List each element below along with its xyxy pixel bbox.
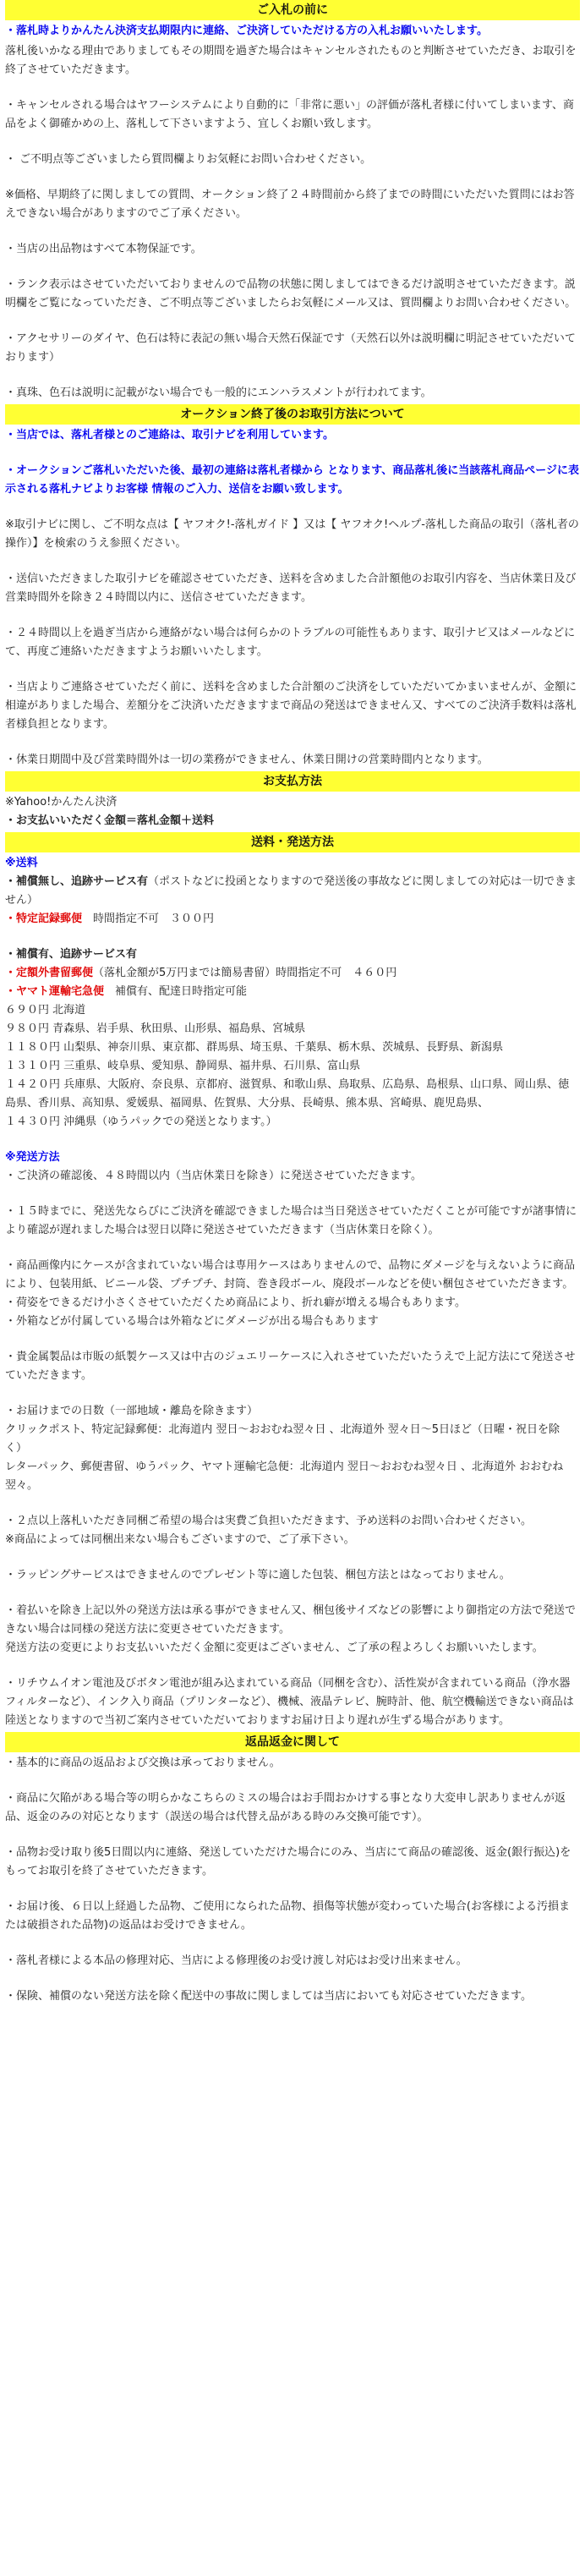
before-bid-para: ※価格、早期終了に関しましての質問、オークション終了２４時間前から終了までの時間にいただいた質問にはお答えできない場合がありますのでご了承ください。	[5, 189, 575, 220]
after-auction-highlight: ・当店では、落札者様とのご連絡は、取引ナビを利用しています。	[5, 429, 334, 441]
after-auction-para: ・２４時間以上を過ぎ当店から連絡がない場合は何らかのトラブルの可能性もあります、取引ナビ又はメールなどにて、再度ご連絡いただきますようお願いいたします。	[5, 627, 576, 658]
before-bid-para: 落札後いかなる理由でありましてもその期間を過ぎた場合はキャンセルされたものと判断させていただき、お取引を終了させていただきます。	[5, 45, 577, 76]
before-bid-para: ・キャンセルされる場合はヤフーシステムにより自動的に「非常に悪い」の評価が落札者様に付いてしまいます、商品をよく御確かめの上、落札して下さいますよう、宜しくお願い致します。	[5, 99, 575, 130]
before-bid-highlight: ・落札時よりかんたん決済支払期限内に連絡、ご決済していただける方の入札お願いいたします。	[5, 25, 488, 37]
section-header-shipping: 送料・発送方法	[5, 832, 580, 852]
section-header-after-auction: オークション終了後のお取引方法について	[5, 404, 580, 425]
yamato-option	[5, 983, 580, 1001]
before-bid-para: ・アクセサリーのダイヤ、色石は特に表記の無い場合天然石保証です（天然石以外は説明欄に明記させていただいております）	[5, 332, 576, 364]
yamato-label: ・ヤマト運輸宅急便	[5, 985, 105, 998]
payment-method: ※Yahoo!かんたん決済	[5, 796, 118, 808]
shipping-para: ・２点以上落札いただき同梱ご希望の場合は実費ご負担いただきます、予め送料のお問い合わせください。 ※商品によっては同梱出来ない場合もございますので、ご了承下さい。	[5, 1515, 532, 1546]
no-insurance-label: ・補償無し、追跡サービス有	[5, 875, 149, 888]
shipping-para: ・着払いを除き上記以外の発送方法は承る事ができません又、梱包後サイズなどの影響により御指定の方法で発送できない場合は同様の発送方法に変更させていただきます。 発送方法の変更によりお支払いいただく金額に変更はございません、ご了承の程よろしくお願いいたします。	[5, 1604, 576, 1654]
yamato-value: 補償有、配達日時指定可能	[104, 985, 248, 998]
rate-row: １４３０円 沖縄県（ゆうパックでの発送となります。）	[5, 1115, 277, 1128]
tokutei-value: 時間指定不可 ３００円	[82, 913, 215, 925]
returns-para: ・落札者様による本品の修理対応、当店による修理後のお受け渡し対応はお受け出来ません。	[5, 1954, 467, 1967]
shipping-para: ・１５時までに、発送先ならびにご決済を確認できました場合は当日発送させていただくことが可能ですが諸事情により確認が遅れました場合は翌日以降に発送させていただきます（当店休業日を除く）。	[5, 1205, 577, 1236]
rate-row: １４２０円 兵庫県、大阪府、奈良県、京都府、滋賀県、和歌山県、鳥取県、広島県、島根県、山口県、岡山県、徳島県、香川県、高知県、愛媛県、福岡県、佐賀県、大分県、長崎県、熊本県、宮崎県、鹿児島県、	[5, 1078, 570, 1110]
rate-row: １１８０円 山梨県、神奈川県、東京都、群馬県、埼玉県、千葉県、栃木県、茨城県、長野県、新潟県	[5, 1041, 504, 1054]
shipping-para: ・商品画像内にケースが含まれていない場合は専用ケースはありませんので、品物にダメージを与えないように商品により、包装用紙、ビニール袋、プチプチ、封筒、巻き段ボール、廃段ボールなどを使い梱包させていただきます。 ・荷姿をできるだけ小さくさせていただくため商品により、折れ癖が増える場合もあります。 ・外箱などが付属している場合は外箱などにダメージが出る場合もあります	[5, 1259, 576, 1328]
returns-para: ・保険、補償のない発送方法を除く配送中の事故に関しましては当店においても対応させていただきます。	[5, 1990, 532, 2003]
no-insurance-note: （ポストなどに投函となりますので発送後の事故などに関しましての対応は一切できません）	[5, 875, 577, 907]
tokutei-option	[5, 910, 580, 929]
after-auction-para: ・送信いただきました取引ナビを確認させていただき、送料を含めました合計額他のお取引内容を、当店休業日及び営業時間外を除き２４時間以内に、送信させていただきます。	[5, 573, 577, 604]
rate-row: １３１０円 三重県、岐阜県、愛知県、静岡県、福井県、石川県、富山県	[5, 1060, 361, 1072]
after-auction-para: ※取引ナビに関し、ご不明な点は【 ヤフオク!-落札ガイド 】又は【 ヤフオク!ヘルプ-落札した商品の取引（落札者の操作）】を検索のうえ参照ください。	[5, 518, 579, 550]
shipping-para: ・ご決済の確認後、４８時間以内（当店休業日を除き）に発送させていただきます。	[5, 1170, 422, 1182]
shipping-para: ・ラッピングサービスはできませんのでプレゼント等に適した包装、梱包方法とはなっておりません。	[5, 1569, 511, 1581]
rate-row: ９８０円 青森県、岩手県、秋田県、山形県、福島県、宮城県	[5, 1022, 306, 1035]
shipping-para: ・リチウムイオン電池及びボタン電池が組み込まれている商品（同梱を含む）、活性炭が含まれている商品（浄水器フィルターなど）、インク入り商品（プリンターなど）、機械、液晶テレビ、腕時計、他、航空機輸送できない商品は陸送となりますので当初ご案内させていただいておりますお届け日より遅れが生ずる場合があります。	[5, 1677, 574, 1727]
with-insurance-label: ・補償有、追跡サービス有	[5, 948, 138, 961]
section-header-payment: お支払方法	[5, 771, 580, 792]
shipping-method-heading: ※発送方法	[5, 1151, 60, 1164]
before-bid-para: ・当店の出品物はすべて本物保証です。	[5, 243, 202, 255]
returns-para: ・お届け後、６日以上経過した品物、ご使用になられた品物、損傷等状態が変わっていた場合(お客様による汚損または破損された品物)の返品はお受けできません。	[5, 1900, 570, 1932]
no-insurance-option	[5, 873, 580, 910]
teigaku-option	[5, 964, 580, 983]
teigaku-label: ・定額外書留郵便	[5, 967, 94, 979]
tokutei-label: ・特定記録郵便	[5, 913, 83, 925]
before-bid-para: ・ランク表示はさせていただいておりませんので品物の状態に関しましてはできるだけ説明させていただきます。説明欄をご覧になっていただき、ご不明点等ございましたらお気軽にメール又は、質問欄よりお問い合わせください。	[5, 278, 577, 310]
section-header-returns: 返品返金に関して	[5, 1732, 580, 1752]
returns-para: ・基本的に商品の返品および交換は承っておりません。	[5, 1757, 281, 1769]
payment-amount: ・お支払いいただく金額＝落札金額＋送料	[5, 814, 215, 827]
teigaku-value: （落札金額が5万円までは簡易書留）時間指定不可 ４６０円	[93, 967, 397, 979]
shipping-para: ・貴金属製品は市販の紙製ケース又は中古のジュエリーケースに入れさせていただいたうえで上記方法にて発送させていただきます。	[5, 1351, 576, 1382]
before-bid-para: ・真珠、色石は説明に記載がない場合でも一般的にエンハラスメントが行われてます。	[5, 386, 432, 399]
after-auction-para: ・休業日期間中及び営業時間外は一切の業務ができません、休業日開けの営業時間内となります。	[5, 754, 489, 766]
shipping-fee-heading: ※送料	[5, 857, 38, 869]
rate-row: ６９０円 北海道	[5, 1004, 86, 1017]
section-header-before-bid: ご入札の前に	[5, 0, 580, 20]
after-auction-highlight: ・オークションご落札いただいた後、最初の連絡は落札者様から となります、商品落札後に当該落札商品ページに表示される落札ナビよりお客様 情報のご入力、送信をお願い致します。	[5, 464, 579, 496]
shipping-para: ・お届けまでの日数（一部地域・離島を除きます） クリックポスト、特定記録郵便：北海道内 翌日～おおむね翌々日 、北海道外 翌々日～5日ほど（日曜・祝日を除く） レターパック、郵便書留、ゆうパック、ヤマト運輸宅急便：北海道内 翌日～おおむね翌々日 、北海道外 おおむね翌々。	[5, 1405, 564, 1492]
before-bid-para: ・ ご不明点等ございましたら質問欄よりお気軽にお問い合わせください。	[5, 153, 372, 166]
after-auction-para: ・当店よりご連絡させていただく前に、送料を含めました合計額のご決済をしていただいてかまいませんが、金額に相違がありました場合、差額分をご決済いただきますまで商品の発送はできません又、すべてのご決済手数料は落札者様負担となります。	[5, 681, 577, 731]
returns-para: ・品物お受け取り後5日間以内に連絡、発送していただけた場合にのみ、当店にて商品の確認後、返金(銀行振込)をもってお取引を終了させていただきます。	[5, 1846, 571, 1877]
returns-para: ・商品に欠陥がある場合等の明らかなこちらのミスの場合はお手間おかけする事となり大変申し訳ありませんが返品、返金のみの対応となります（誤送の場合は代替え品がある時のみ交換可能です）。	[5, 1792, 566, 1823]
